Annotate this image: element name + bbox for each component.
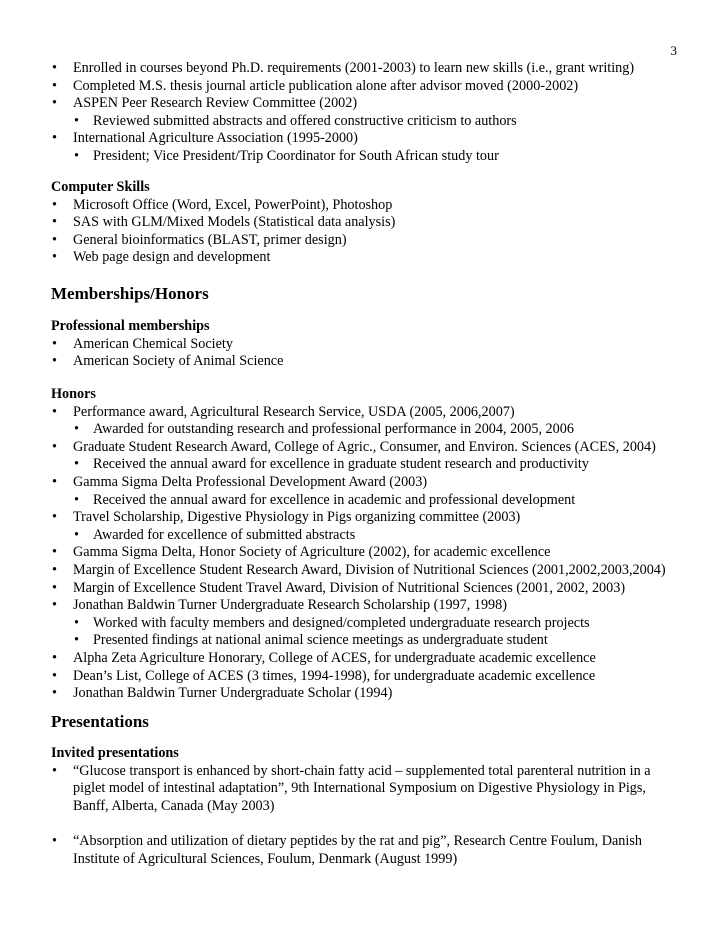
sub-list-item: • Received the annual award for excellence in graduate student research and productivity [51, 456, 711, 474]
spacer [51, 815, 711, 833]
sub-list-item: • Awarded for excellence of submitted abstracts [51, 527, 711, 545]
professional-memberships-heading: Professional memberships [51, 318, 210, 334]
presentation-item [51, 763, 711, 816]
sub-list-item: • President; Vice President/Trip Coordinator for South African study tour [51, 148, 711, 166]
list-item: • Alpha Zeta Agriculture Honorary, College of ACES, for undergraduate academic excellence [51, 650, 711, 668]
sub-list-item: • Presented findings at national animal science meetings as undergraduate student [51, 632, 711, 650]
list-item: • Gamma Sigma Delta Professional Development Award (2003) [51, 474, 711, 492]
list-item: • Gamma Sigma Delta, Honor Society of Agriculture (2002), for academic excellence [51, 544, 711, 562]
list-item: • Microsoft Office (Word, Excel, PowerPoint), Photoshop [51, 197, 711, 215]
list-item: • SAS with GLM/Mixed Models (Statistical data analysis) [51, 214, 711, 232]
honors-list [51, 386, 711, 703]
list-item: • Margin of Excellence Student Research Award, Division of Nutritional Sciences (2001,2002,2003,2004) [51, 562, 711, 580]
top-list [51, 60, 711, 166]
presentation-line: • “Glucose transport is enhanced by short-chain fatty acid – supplemented total parenteral nutrition in a [73, 762, 651, 779]
memberships-honors-section [51, 284, 711, 304]
list-item: • General bioinformatics (BLAST, primer design) [51, 232, 711, 250]
memberships-honors-heading: Memberships/Honors [51, 284, 209, 303]
presentations-heading: Presentations [51, 712, 149, 731]
list-item: • Dean’s List, College of ACES (3 times, 1994-1998), for undergraduate academic excellence [51, 668, 711, 686]
presentation-line: • “Absorption and utilization of dietary peptides by the rat and pig”, Research Centre Foulum, Danish [73, 832, 642, 849]
honors-heading: Honors [51, 386, 96, 402]
sub-list-item: • Awarded for outstanding research and professional performance in 2004, 2005, 2006 [51, 421, 711, 439]
list-item: • American Society of Animal Science [51, 353, 711, 371]
list-item: • American Chemical Society [51, 336, 711, 354]
list-item: • Graduate Student Research Award, College of Agric., Consumer, and Environ. Sciences (ACES, 2004) [51, 439, 711, 457]
list-item: • Enrolled in courses beyond Ph.D. requirements (2001-2003) to learn new skills (i.e., grant writing) [51, 60, 711, 78]
list-item: • Jonathan Baldwin Turner Undergraduate Research Scholarship (1997, 1998) [51, 597, 711, 615]
professional-memberships [51, 318, 711, 371]
list-item: • ASPEN Peer Research Review Committee (2002) [51, 95, 711, 113]
list-item: • Completed M.S. thesis journal article publication alone after advisor moved (2000-2002) [51, 78, 711, 96]
sub-list-item: • Received the annual award for excellence in academic and professional development [51, 492, 711, 510]
list-item: • Performance award, Agricultural Research Service, USDA (2005, 2006,2007) [51, 404, 711, 422]
computer-skills-heading: Computer Skills [51, 179, 150, 195]
page-number: 3 [670, 43, 677, 58]
presentation-line: piglet model of intestinal adaptation”, 9th International Symposium on Digestive Physiology in Pigs, [73, 780, 646, 797]
presentation-item [51, 833, 711, 868]
invited-presentations [51, 745, 711, 868]
list-item: • Jonathan Baldwin Turner Undergraduate Scholar (1994) [51, 685, 711, 703]
presentations-section [51, 712, 711, 732]
presentation-line: Banff, Alberta, Canada (May 2003) [73, 797, 275, 814]
computer-skills-section [51, 179, 711, 267]
invited-presentations-heading: Invited presentations [51, 745, 179, 761]
list-item: • Travel Scholarship, Digestive Physiology in Pigs organizing committee (2003) [51, 509, 711, 527]
list-item: • International Agriculture Association (1995-2000) [51, 130, 711, 148]
presentation-line: Institute of Agricultural Sciences, Foulum, Denmark (August 1999) [73, 850, 458, 867]
list-item: • Margin of Excellence Student Travel Award, Division of Nutritional Sciences (2001, 2002, 2003) [51, 580, 711, 598]
sub-list-item: • Reviewed submitted abstracts and offered constructive criticism to authors [51, 113, 711, 131]
list-item: • Web page design and development [51, 249, 711, 267]
sub-list-item: • Worked with faculty members and designed/completed undergraduate research projects [51, 615, 711, 633]
